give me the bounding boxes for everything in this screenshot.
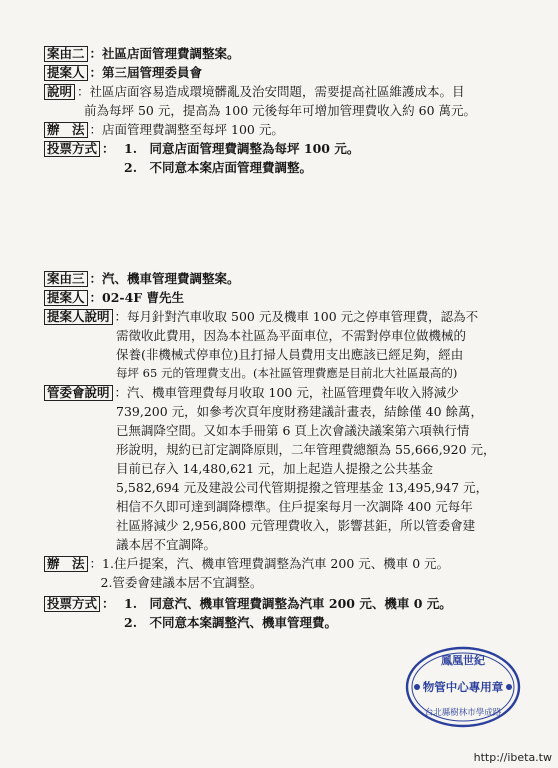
case3-vote-row-2 xyxy=(44,614,534,633)
case2-proposer-row xyxy=(44,64,534,83)
case2-case-label: 案由二 xyxy=(44,46,88,62)
case2-vote-label: 投票方式 xyxy=(44,141,100,157)
case2-explain-row-2 xyxy=(44,102,534,121)
case2-explain-label: 說明 xyxy=(44,84,75,100)
case3-committee-row-8 xyxy=(44,517,534,536)
case3-committee-line: 相信不久即可達到調降標準。住戶提案每月一次調降 400 元每年 xyxy=(116,499,473,514)
case2-case-title: ：社區店面管理費調整案。 xyxy=(89,46,240,61)
case3-note-line: 每坪 65 元的管理費支出。(本社區管理費應是目前北大社區最高的) xyxy=(116,366,458,380)
case3-committee-line: 739,200 元，如參考次頁年度財務建議計畫表，結餘僅 40 餘萬， xyxy=(116,404,484,419)
case3-case-title: ：汽、機車管理費調整案。 xyxy=(89,271,240,286)
stamp-bottom-text: 台北縣樹林市學成路 xyxy=(424,708,502,718)
case3-committee-row-4 xyxy=(44,441,534,460)
case3-method-line: ：1.住戶提案，汽、機車管理費調整為汽車 200 元、機車 0 元。 xyxy=(89,556,450,571)
case3-committee-row-2 xyxy=(44,403,534,422)
case2-vote-row-2 xyxy=(44,159,534,178)
case3-committee-line: ：汽、機車管理費每月收取 100 元，社區管理費年收入將減少 xyxy=(114,385,459,400)
case2-explain-row xyxy=(44,83,534,102)
case3-committee-row-5 xyxy=(44,460,534,479)
case3-note-row-2 xyxy=(44,327,534,346)
case2-proposer-label: 提案人 xyxy=(44,65,88,81)
case3-method-row xyxy=(44,555,534,574)
case3-proposer-row xyxy=(44,289,534,308)
case2-vote-colon: ： xyxy=(102,141,115,156)
case3-option-2: 2. 不同意本案調整汽、機車管理費。 xyxy=(124,615,338,630)
case2-method-label: 辦 法 xyxy=(44,122,88,138)
management-stamp xyxy=(404,645,522,729)
case3-committee-row-6 xyxy=(44,479,534,498)
watermark: http://ibeta.tw xyxy=(473,751,552,764)
case3-committee-line: 已無調降空間。又如本手冊第 6 頁上次會議決議案第六項執行情 xyxy=(116,423,470,438)
case2-method-row xyxy=(44,121,534,140)
case3-title-row xyxy=(44,270,534,289)
case3-committee-row-3 xyxy=(44,422,534,441)
stamp-top-text: 鳳凰世紀 xyxy=(441,654,485,667)
case2-explain-line: 前為每坪 50 元，提高為 100 元後每年可增加管理費收入約 60 萬元。 xyxy=(84,103,477,118)
case3-note-row-3 xyxy=(44,346,534,365)
case3-vote-label: 投票方式 xyxy=(44,596,100,612)
case2-vote-row xyxy=(44,140,534,159)
case3-committee-line: 議本居不宜調降。 xyxy=(116,537,217,552)
case3-committee-label: 管委會說明 xyxy=(44,385,113,401)
case3-proposer: ：02-4F 曹先生 xyxy=(89,290,185,305)
stamp-middle-text: 物管中心專用章 xyxy=(422,680,504,694)
case3-committee-line: 目前已存入 14,480,621 元，加上起造人提撥之公共基金 xyxy=(116,461,434,476)
case3-committee-line: 5,582,694 元及建設公司代管期提撥之管理基金 13,495,947 元， xyxy=(116,480,489,495)
case2-method: ：店面管理費調整至每坪 100 元。 xyxy=(89,122,284,137)
case2-proposer: ：第三屆管理委員會 xyxy=(89,65,203,80)
case3-vote-row xyxy=(44,595,534,614)
case3-section xyxy=(44,270,534,633)
case3-proposer-label: 提案人 xyxy=(44,290,88,306)
case2-section xyxy=(44,45,534,178)
case2-option-1: 1. 同意店面管理費調整為每坪 100 元。 xyxy=(124,141,360,156)
case3-committee-row-7 xyxy=(44,498,534,517)
stamp-seal-icon xyxy=(404,645,522,729)
case2-title-row xyxy=(44,45,534,64)
case3-committee-row xyxy=(44,384,534,403)
case3-committee-line: 社區將減少 2,956,800 元管理費收入，影響甚鉅，所以管委會建 xyxy=(116,518,476,533)
case3-case-label: 案由三 xyxy=(44,271,88,287)
case3-option-1: 1. 同意汽、機車管理費調整為汽車 200 元、機車 0 元。 xyxy=(124,596,452,611)
case2-option-2: 2. 不同意本案店面管理費調整。 xyxy=(124,160,313,175)
case3-note-line: 保養(非機械式停車位)且打掃人員費用支出應該已經足夠，經由 xyxy=(116,347,464,362)
case3-method-line: 2.管委會建議本居不宜調整。 xyxy=(88,575,263,590)
case3-committee-line: 形說明，規約已訂定調降原則，二年管理費總額為 55,666,920 元， xyxy=(116,442,496,457)
case3-note-row xyxy=(44,308,534,327)
case3-note-label: 提案人說明 xyxy=(44,309,113,325)
case3-method-row-2 xyxy=(44,574,534,595)
case3-note-row-4 xyxy=(44,365,534,384)
case3-committee-row-9 xyxy=(44,536,534,555)
case3-note-line: ：每月針對汽車收取 500 元及機車 100 元之停車管理費，認為不 xyxy=(114,309,479,324)
case3-vote-colon: ： xyxy=(102,596,115,611)
case3-note-line: 需徵收此費用，因為本社區為平面車位，不需對停車位做機械的 xyxy=(116,328,467,343)
case3-method-label: 辦 法 xyxy=(44,556,88,572)
case2-explain-line: ：社區店面容易造成環境髒亂及治安問題，需要提高社區維護成本。目 xyxy=(77,84,465,99)
